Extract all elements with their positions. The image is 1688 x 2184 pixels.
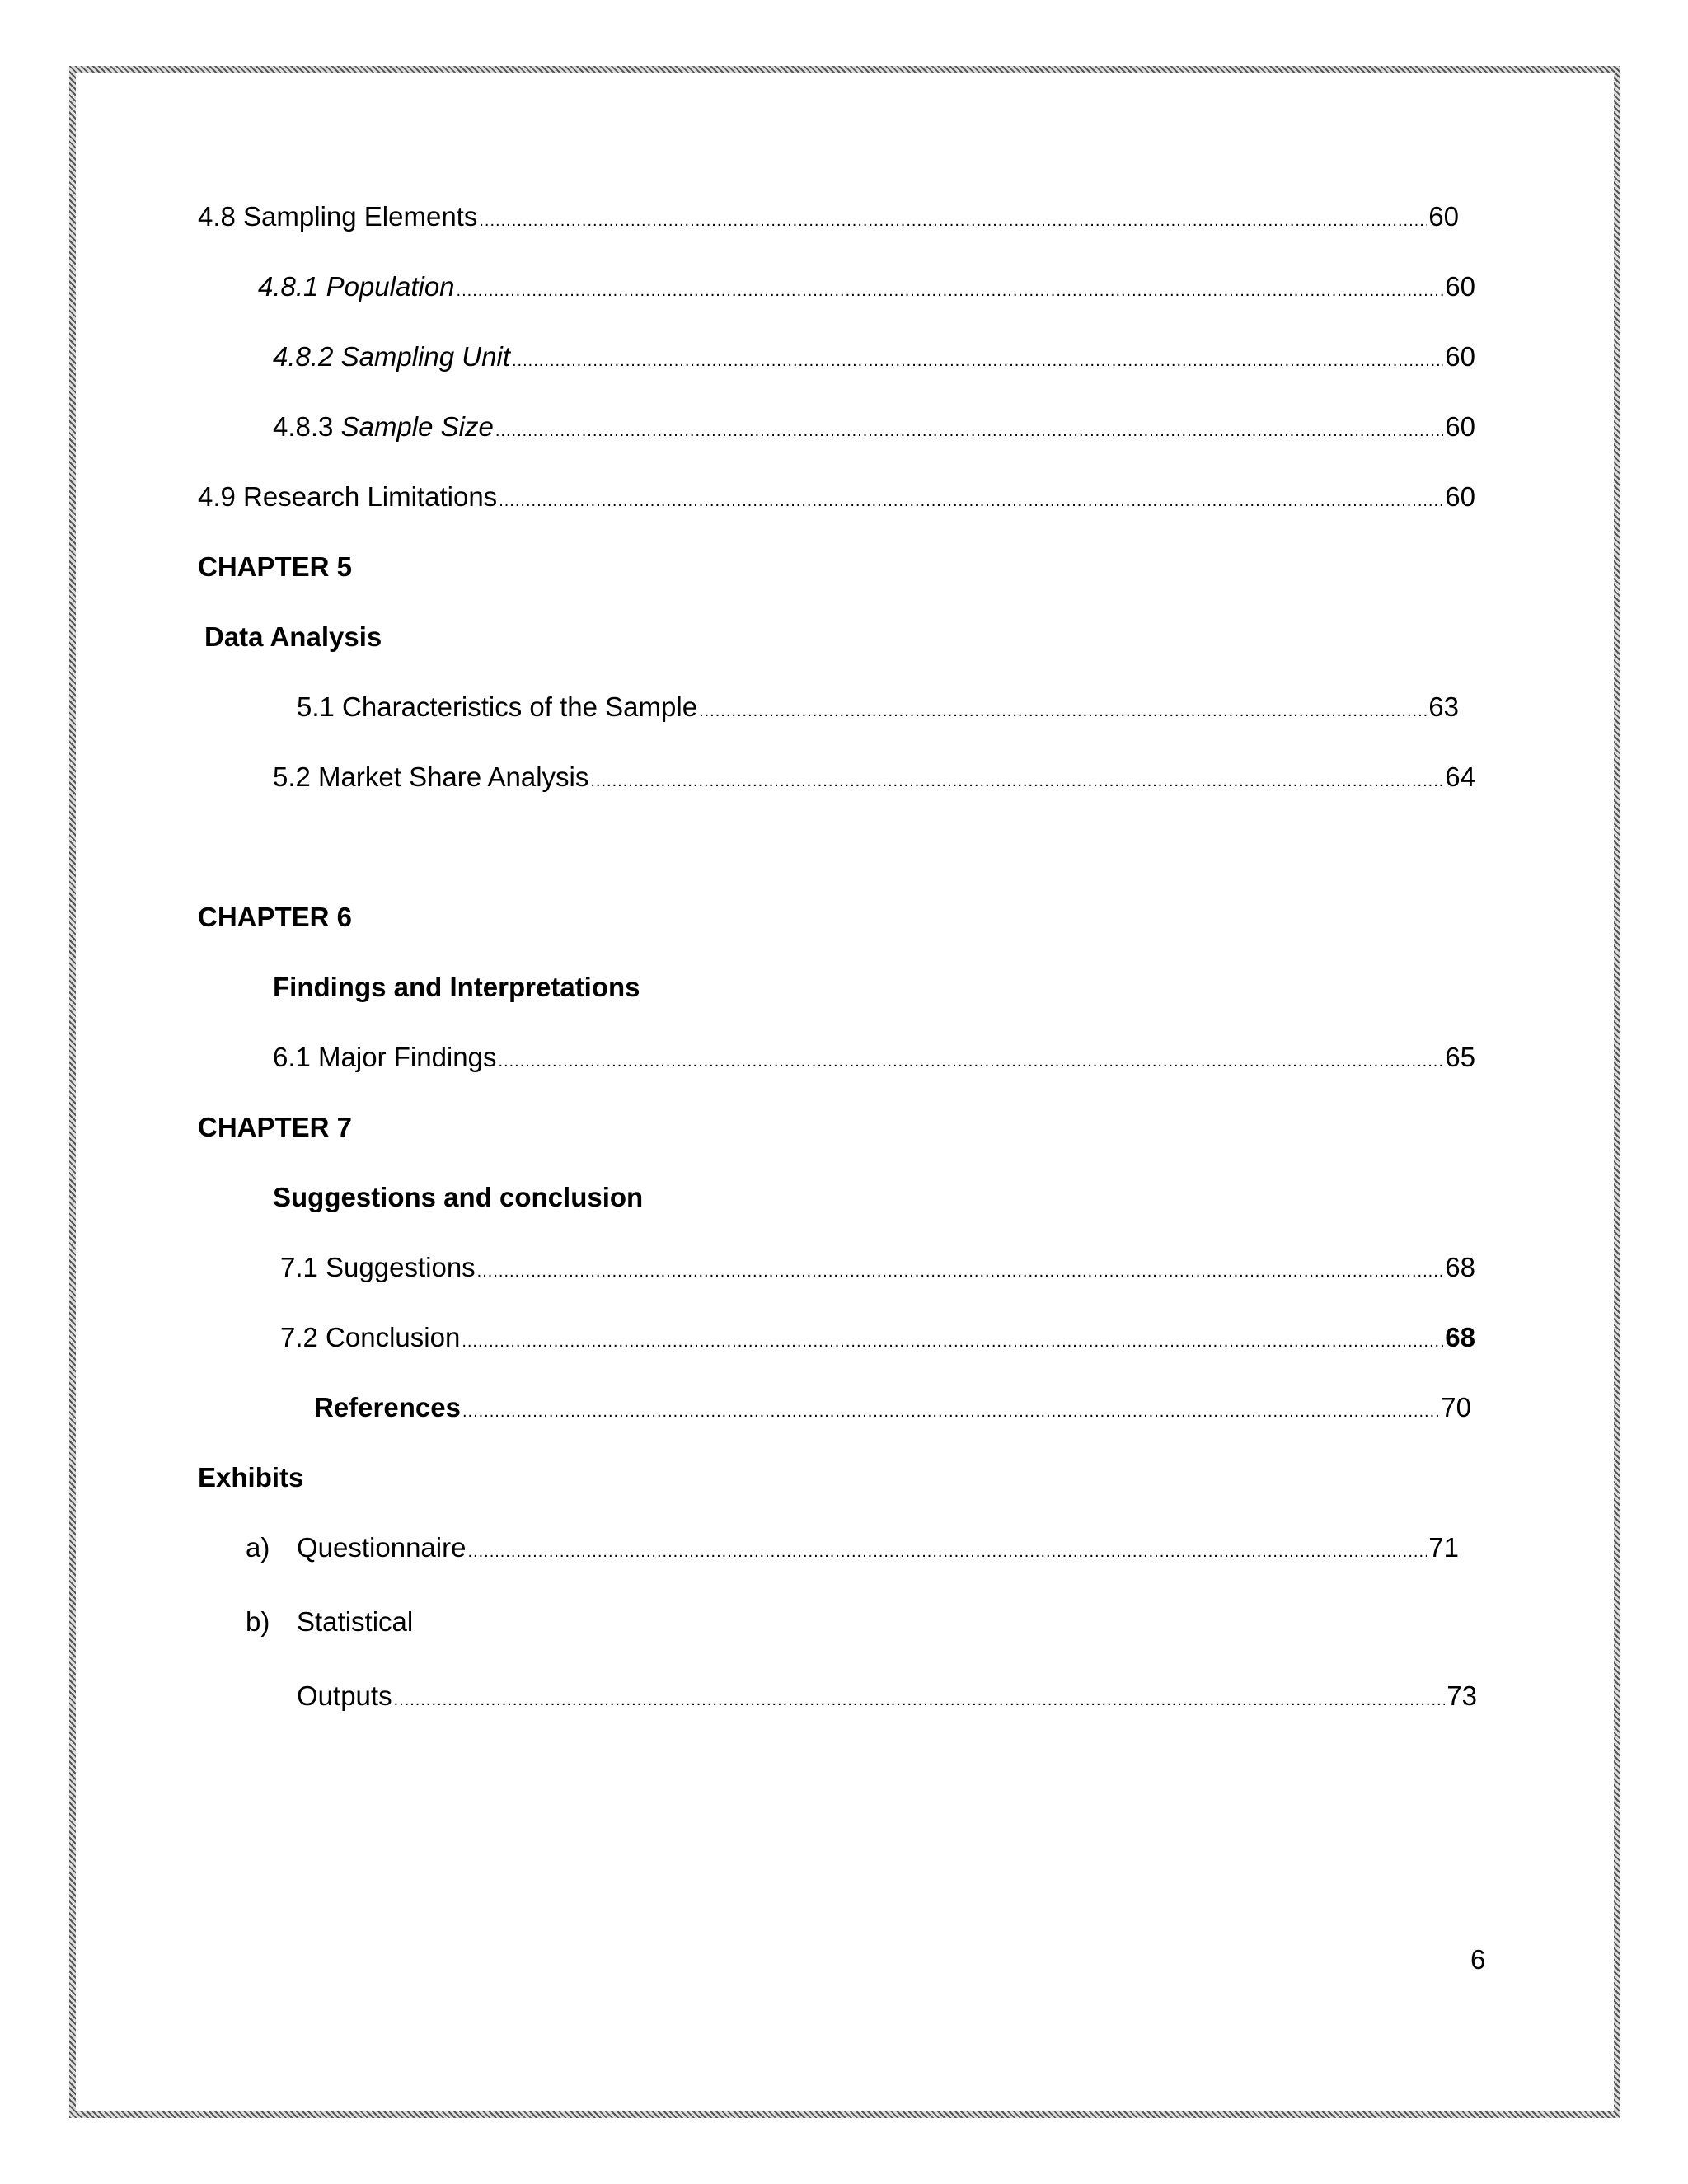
chapter-6-title: Findings and Interpretations	[273, 972, 640, 1002]
toc-leader-dots	[498, 1045, 1443, 1078]
toc-entry-label: 6.1 Major Findings	[273, 1042, 497, 1072]
toc-entry-page: 63	[1428, 691, 1459, 722]
chapter-5-title: Data Analysis	[204, 621, 382, 652]
exhibit-a-marker: a)	[246, 1532, 270, 1563]
toc-entry-label: 7.2 Conclusion	[280, 1322, 461, 1352]
toc-leader-dots	[462, 1325, 1443, 1358]
toc-leader-dots	[467, 1535, 1427, 1568]
toc-leader-dots	[699, 695, 1427, 728]
exhibit-b-marker: b)	[246, 1606, 270, 1637]
toc-leader-dots	[499, 485, 1443, 518]
toc-entry-page: 60	[1445, 411, 1475, 442]
toc-entry-label: 5.2 Market Share Analysis	[273, 762, 589, 792]
toc-entry-page: 64	[1445, 762, 1475, 792]
toc-entry-label: 5.1 Characteristics of the Sample	[297, 691, 698, 722]
toc-entry-5-1	[297, 691, 1459, 728]
toc-entry-page: 73	[1447, 1680, 1477, 1711]
toc-entry-page: 60	[1445, 341, 1475, 372]
toc-leader-dots	[512, 344, 1443, 377]
toc-entry-label: 7.1 Suggestions	[280, 1252, 476, 1282]
toc-entry-4-8-2	[273, 340, 1475, 377]
toc-entry-4-8-1	[258, 270, 1475, 307]
toc-entry-7-2	[280, 1321, 1475, 1358]
toc-entry-4-9	[198, 480, 1475, 518]
toc-entry-label: Questionnaire	[297, 1532, 467, 1563]
toc-entry-page: 60	[1445, 271, 1475, 302]
toc-entry-references	[314, 1391, 1471, 1428]
chapter-7-heading: CHAPTER 7	[198, 1112, 353, 1142]
toc-leader-dots	[479, 204, 1427, 237]
toc-leader-dots	[394, 1684, 1446, 1717]
toc-entry-6-1	[273, 1041, 1475, 1078]
exhibit-b-label: Statistical	[297, 1606, 414, 1637]
toc-entry-label: 4.8 Sampling Elements	[198, 201, 478, 232]
toc-leader-dots	[495, 415, 1443, 448]
toc-entry-label: 4.9 Research Limitations	[198, 481, 498, 512]
toc-entry-page: 60	[1428, 201, 1459, 232]
toc-entry-page: 68	[1445, 1252, 1475, 1282]
toc-entry-page: 68	[1445, 1322, 1475, 1352]
toc-entry-label: 4.8.2 Sampling Unit	[273, 341, 510, 372]
chapter-6-heading: CHAPTER 6	[198, 902, 353, 932]
toc-entry-page: 70	[1441, 1392, 1471, 1422]
toc-entry-page: 60	[1445, 481, 1475, 512]
toc-entry-4-8-3	[273, 410, 1475, 448]
toc-leader-dots	[477, 1255, 1444, 1288]
toc-entry-label: 4.8.3 Sample Size	[273, 411, 494, 442]
toc-entry-label: Outputs	[297, 1680, 392, 1711]
toc-entry-7-1	[280, 1251, 1475, 1288]
toc-leader-dots	[462, 1395, 1439, 1428]
toc-entry-exhibit-b	[297, 1680, 1477, 1717]
toc-entry-page: 65	[1445, 1042, 1475, 1072]
toc-leader-dots	[457, 274, 1444, 307]
chapter-5-heading: CHAPTER 5	[198, 551, 353, 582]
toc-entry-5-2	[273, 761, 1475, 798]
toc-entry-label: References	[314, 1392, 461, 1422]
exhibits-heading: Exhibits	[198, 1462, 304, 1493]
toc-entry-page: 71	[1428, 1532, 1459, 1563]
chapter-7-title: Suggestions and conclusion	[273, 1182, 644, 1212]
toc-entry-label: 4.8.1 Population	[258, 271, 455, 302]
page-number: 6	[1470, 1944, 1486, 1975]
toc-entry-exhibit-a	[297, 1531, 1459, 1568]
toc-entry-4-8	[198, 200, 1459, 237]
toc-leader-dots	[590, 765, 1443, 798]
